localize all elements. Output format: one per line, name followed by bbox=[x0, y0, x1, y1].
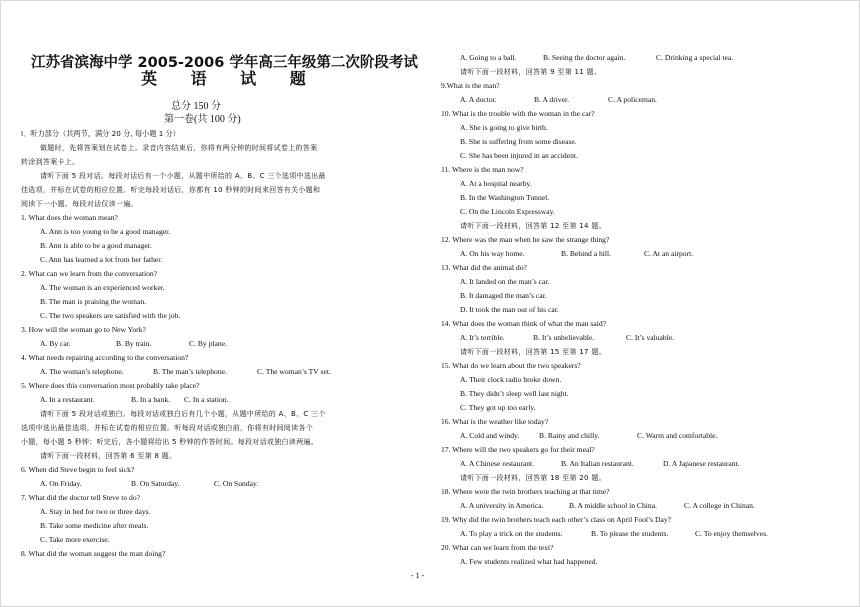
instruction-text: 请听下面一段材料，回答第 6 至第 8 题。 bbox=[40, 452, 177, 460]
instruction-text: 小题，每小题 5 秒钟；听完后，各小题将给出 5 秒钟的作答时间。每段对话或独白读两遍。 bbox=[21, 438, 319, 446]
question-stem: 18. Where were the twin brothers teaching at that time? bbox=[441, 487, 610, 496]
question-stem: 11. Where is the man now? bbox=[441, 165, 524, 174]
option: B. Rainy and chilly. bbox=[539, 431, 600, 440]
option: B. Behind a hill. bbox=[561, 249, 611, 258]
option: A. At a hospital nearby. bbox=[460, 179, 532, 188]
question-stem: 15. What do we learn about the two speakers? bbox=[441, 361, 581, 370]
instruction-text: 请听下面一段材料，回答第 9 至第 11 题。 bbox=[460, 68, 602, 76]
question-stem: 9.What is the man? bbox=[441, 81, 500, 90]
instruction-text: 请听下面一段材料，回答第 12 至第 14 题。 bbox=[460, 222, 606, 230]
option: C. On the Lincoln Expressway. bbox=[460, 207, 555, 216]
option: D. It took the man out of his car. bbox=[460, 305, 559, 314]
option: C. Drinking a special tea. bbox=[656, 53, 734, 62]
option: B. She is suffering from some disease. bbox=[460, 137, 577, 146]
option: B. It’s unbelievable. bbox=[533, 333, 595, 342]
option: A. A university in America. bbox=[460, 501, 544, 510]
question-stem: 10. What is the trouble with the woman in the car? bbox=[441, 109, 595, 118]
exam-title: 江苏省滨海中学 2005-2006 学年高三年级第二次阶段考试 bbox=[31, 55, 418, 71]
option: C. They got up too early. bbox=[460, 403, 536, 412]
option: B. It damaged the man’s car. bbox=[460, 291, 547, 300]
option: B. The man is praising the woman. bbox=[40, 297, 147, 306]
option: B. To please the students. bbox=[591, 529, 669, 538]
option: A. Their clock radio broke down. bbox=[460, 375, 562, 384]
option: D. A Japanese restaurant. bbox=[663, 459, 740, 468]
option: A. Few students realized what had happened. bbox=[460, 557, 598, 566]
option: A. A doctor. bbox=[460, 95, 497, 104]
option: A. To play a trick on the students. bbox=[460, 529, 563, 538]
option: A. Stay in bed for two or three days. bbox=[40, 507, 151, 516]
option: B. In the Washington Tunnel. bbox=[460, 193, 550, 202]
question-stem: 2. What can we learn from the conversation? bbox=[21, 269, 158, 278]
option: C. The woman’s TV set. bbox=[257, 367, 331, 376]
intro-text: 佳选项，并标在试卷的相应位置。听完每段对话后，你都有 10 秒钟的时间来回答有关小题和 bbox=[21, 186, 321, 194]
option: B. By train. bbox=[116, 339, 152, 348]
instruction-text: 请听下面一段材料，回答第 18 至第 20 题。 bbox=[460, 474, 606, 482]
question-stem: 17. Where will the two speakers go for their meal? bbox=[441, 445, 595, 454]
option: C. By plane. bbox=[189, 339, 227, 348]
question-stem: 4. What needs repairing according to the conversation? bbox=[21, 353, 189, 362]
question-stem: 16. What is the weather like today? bbox=[441, 417, 549, 426]
option: A. On his way home. bbox=[460, 249, 525, 258]
option: A. Cold and windy. bbox=[460, 431, 520, 440]
option: A. The woman is an experienced worker. bbox=[40, 283, 165, 292]
intro-text: 阅读下一小题。每段对话仅读一遍。 bbox=[21, 200, 138, 208]
option: A. A Chinese restaurant. bbox=[460, 459, 535, 468]
total-score: 总分 150 分 bbox=[171, 101, 221, 112]
question-stem: 19. Why did the twin brothers teach each other’s class on April Fool’s Day? bbox=[441, 515, 672, 524]
question-stem: 3. How will the woman go to New York? bbox=[21, 325, 146, 334]
option: C. Take more exercise. bbox=[40, 535, 110, 544]
question-stem: 12. Where was the man when he saw the strange thing? bbox=[441, 235, 610, 244]
option: C. The two speakers are satisfied with the job. bbox=[40, 311, 181, 320]
subject-title: 英 语 试 题 bbox=[141, 69, 320, 88]
option: A. In a restaurant. bbox=[40, 395, 95, 404]
option: C. Ann has learned a lot from her father. bbox=[40, 255, 163, 264]
question-stem: 8. What did the woman suggest the man doing? bbox=[21, 549, 166, 558]
option: C. It’s valuable. bbox=[626, 333, 675, 342]
intro-text: 请听下面 5 段对话。每段对话后有一个小题，从题中所给的 A、B、C 三个选项中选出最 bbox=[40, 172, 326, 180]
question-stem: 5. Where does this conversation most probably take place? bbox=[21, 381, 200, 390]
option: B. Ann is able to be a good manager. bbox=[40, 241, 152, 250]
option: A. By car. bbox=[40, 339, 71, 348]
option: A. The woman’s telephone. bbox=[40, 367, 124, 376]
page-number: - 1 - bbox=[411, 571, 425, 580]
option: C. On Sunday. bbox=[214, 479, 259, 488]
option: A. On Friday. bbox=[40, 479, 82, 488]
option: B. A driver. bbox=[534, 95, 570, 104]
intro-text: 做题时，先将答案划在试卷上。录音内容结束后，你将有两分钟的时间将试卷上的答案 bbox=[40, 144, 318, 152]
instruction-text: 选项中选出最佳选项，并标在试卷的相应位置。听每段对话或独白前，你将有时间阅读各个 bbox=[21, 424, 313, 432]
question-stem: 20. What can we learn from the text? bbox=[441, 543, 554, 552]
option: C. At an airport. bbox=[644, 249, 694, 258]
question-stem: 6. When did Steve begin to feel sick? bbox=[21, 465, 135, 474]
option: B. In a bank. bbox=[131, 395, 171, 404]
question-stem: 7. What did the doctor tell Steve to do? bbox=[21, 493, 141, 502]
option: B. Take some medicine after meals. bbox=[40, 521, 149, 530]
option: A. She is going to give birth. bbox=[460, 123, 548, 132]
instruction-text: 请听下面 5 段对话或独白。每段对话或独白后有几个小题，从题中所给的 A、B、C 三个 bbox=[40, 410, 326, 418]
question-stem: 13. What did the animal do? bbox=[441, 263, 527, 272]
option: B. On Saturday. bbox=[131, 479, 180, 488]
option: C. To enjoy themselves. bbox=[695, 529, 768, 538]
option: A. Ann is too young to be a good manager. bbox=[40, 227, 171, 236]
section-heading: I．听力部分（共两节，满分 20 分, 每小题 1 分） bbox=[21, 129, 180, 138]
option: B. The man’s telephone. bbox=[153, 367, 227, 376]
option: B. Seeing the doctor again. bbox=[543, 53, 626, 62]
option: C. A college in Chinan. bbox=[684, 501, 755, 510]
option: B. An Italian restaurant. bbox=[561, 459, 634, 468]
instruction-text: 请听下面一段材料，回答第 15 至第 17 题。 bbox=[460, 348, 606, 356]
question-stem: 1. What does the woman mean? bbox=[21, 213, 118, 222]
question-stem: 14. What does the woman think of what the man said? bbox=[441, 319, 606, 328]
option: C. In a station. bbox=[184, 395, 229, 404]
option: B. A middle school in China. bbox=[569, 501, 657, 510]
option: C. Warm and comfortable. bbox=[637, 431, 718, 440]
option: A. It’s terrible. bbox=[460, 333, 505, 342]
volume-label: 第一卷(共 100 分) bbox=[164, 114, 241, 125]
option: B. They didn’t sleep well last night. bbox=[460, 389, 569, 398]
option: A. It landed on the man’s car. bbox=[460, 277, 550, 286]
option: C. A policeman. bbox=[608, 95, 657, 104]
intro-text: 转涂到答案卡上。 bbox=[21, 158, 80, 166]
option: A. Going to a ball. bbox=[460, 53, 517, 62]
option: C. She has been injured in an accident. bbox=[460, 151, 578, 160]
